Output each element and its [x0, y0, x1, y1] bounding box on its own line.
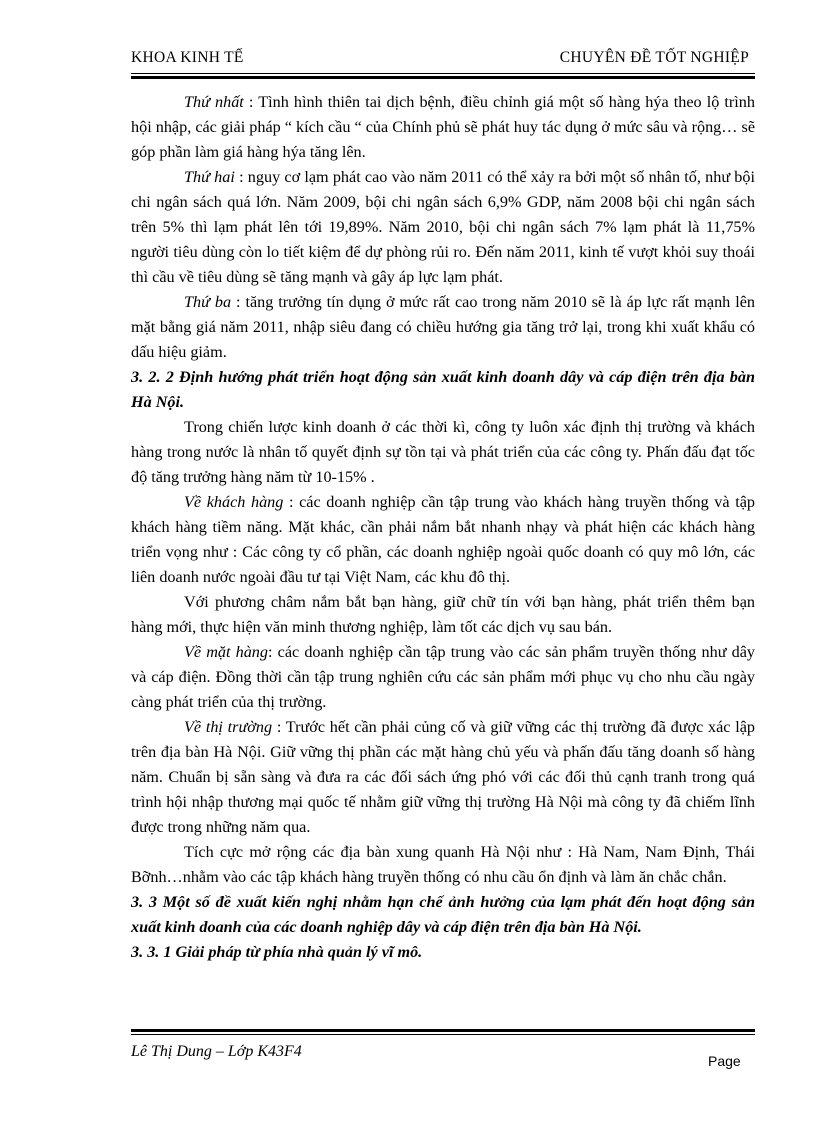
paragraph-lead: Thứ hai: [184, 168, 235, 186]
footer-author: Lê Thị Dung – Lớp K43F4: [131, 1043, 302, 1060]
section-heading-3-2-2: 3. 2. 2 Định hướng phát triển hoạt động sản xuất kinh doanh dây và cáp điện trên địa bàn Hà Nội.: [131, 368, 755, 411]
header-faculty: KHOA KINH TẾ: [131, 49, 244, 66]
paragraph-partners: Với phương châm nắm bắt bạn hàng, giữ chữ tín với bạn hàng, phát triển thêm bạn hàng mới, thực hiện văn minh thương nghiệp, làm tốt các dịch vụ sau bán.: [131, 593, 755, 636]
paragraph-strategy: Trong chiến lược kinh doanh ở các thời kì, công ty luôn xác định thị trường và khách hàng trong nước là nhân tố quyết định sự tồn tại và phát triển của các công ty. Phấn đấu đạt tốc độ tăng trưởng hàng năm từ 10-15% .: [131, 418, 755, 486]
page-body: [131, 90, 755, 965]
header-report-title: CHUYÊN ĐỀ TỐT NGHIỆP: [559, 49, 749, 66]
section-heading-3-3-1: 3. 3. 1 Giải pháp từ phía nhà quản lý vĩ mô.: [131, 943, 423, 961]
paragraph-third-factor: [131, 290, 755, 365]
paragraph-customers: [131, 490, 755, 590]
header-divider: [131, 73, 755, 79]
section-heading-3-3: 3. 3 Một số đề xuất kiến nghị nhằm hạn chế ảnh hưởng của lạm phát đến hoạt động sản xuất kinh doanh của các doanh nghiệp dây và cáp điện trên địa bàn Hà Nội.: [131, 893, 755, 936]
paragraph-text: : tăng trưởng tín dụng ở mức rất cao trong năm 2010 sẽ là áp lực rất mạnh lên mặt bằng giá năm 2011, nhập siêu đang có chiều hướng gia tăng trở lại, trong khi xuất khẩu có dấu hiệu giảm.: [131, 293, 755, 361]
paragraph-lead: Thứ nhất: [184, 93, 244, 111]
paragraph-first-factor: [131, 90, 755, 165]
paragraph-text: : các doanh nghiệp cần tập trung vào các sản phẩm truyền thống như dây và cáp điện. Đồng thời cần tập trung nghiên cứu các sản phẩm mới phục vụ cho nhu cầu ngày càng phát triển của thị trường.: [131, 643, 755, 711]
paragraph-lead: Về mặt hàng: [184, 643, 268, 661]
paragraph-text: : Trước hết cần phải củng cố và giữ vững các thị trường đã được xác lập trên địa bàn Hà Nội. Giữ vững thị phần các mặt hàng chủ yếu và phấn đấu tăng doanh số hàng năm. Chuẩn bị sẵn sàng và đưa ra các đối sách ứng phó với các đối thủ cạnh tranh trong quá trình hội nhập thương mại quốc tế nhằm giữ vững thị trường Hà Nội mà công ty đã chiếm lĩnh được trong những năm qua.: [131, 718, 755, 836]
footer-divider: [131, 1029, 755, 1035]
paragraph-lead: Về thị trường: [184, 718, 273, 736]
paragraph-lead: Thứ ba: [184, 293, 232, 311]
paragraph-products: [131, 640, 755, 715]
paragraph-market: [131, 715, 755, 840]
paragraph-lead: Về khách hàng: [184, 493, 284, 511]
page-header: [131, 49, 755, 71]
paragraph-text: : các doanh nghiệp cần tập trung vào khách hàng truyền thống và tập khách hàng tiềm năng. Mặt khác, cần phải nắm bắt nhanh nhạy và phát hiện các khách hàng triển vọng như : Các công ty cổ phần, các doanh nghiệp ngoài quốc doanh có quy mô lớn, các liên doanh nước ngoài đầu tư tại Việt Nam, các khu đô thị.: [131, 493, 755, 586]
paragraph-expansion: Tích cực mở rộng các địa bàn xung quanh Hà Nội như : Hà Nam, Nam Định, Thái Bỡnh…nhằm vào các tập khách hàng truyền thống có nhu cầu ổn định và làm ăn chắc chắn.: [131, 843, 755, 886]
paragraph-text: : Tình hình thiên tai dịch bệnh, điều chỉnh giá một số hàng hýa theo lộ trình hội nhập, các giải pháp “ kích cầu “ của Chính phủ sẽ phát huy tác dụng ở mức sâu và rộng… sẽ góp phần làm giá hàng hýa tăng lên.: [131, 93, 755, 161]
paragraph-text: : nguy cơ lạm phát cao vào năm 2011 có thể xảy ra bởi một số nhân tố, như bội chi ngân sách quá lớn. Năm 2009, bội chi ngân sách 6,9% GDP, năm 2008 bội chi ngân sách trên 5% thì lạm phát lên tới 19,89%. Năm 2010, bội chi ngân sách 7% lạm phát là 11,75% người tiêu dùng còn lo tiết kiệm để dự phòng rủi ro. Đến năm 2011, kinh tế vượt khỏi suy thoái thì cầu về tiêu dùng sẽ tăng mạnh và gây áp lực lạm phát.: [131, 168, 755, 286]
footer-page-label: Page: [708, 1053, 741, 1069]
paragraph-second-factor: [131, 165, 755, 290]
